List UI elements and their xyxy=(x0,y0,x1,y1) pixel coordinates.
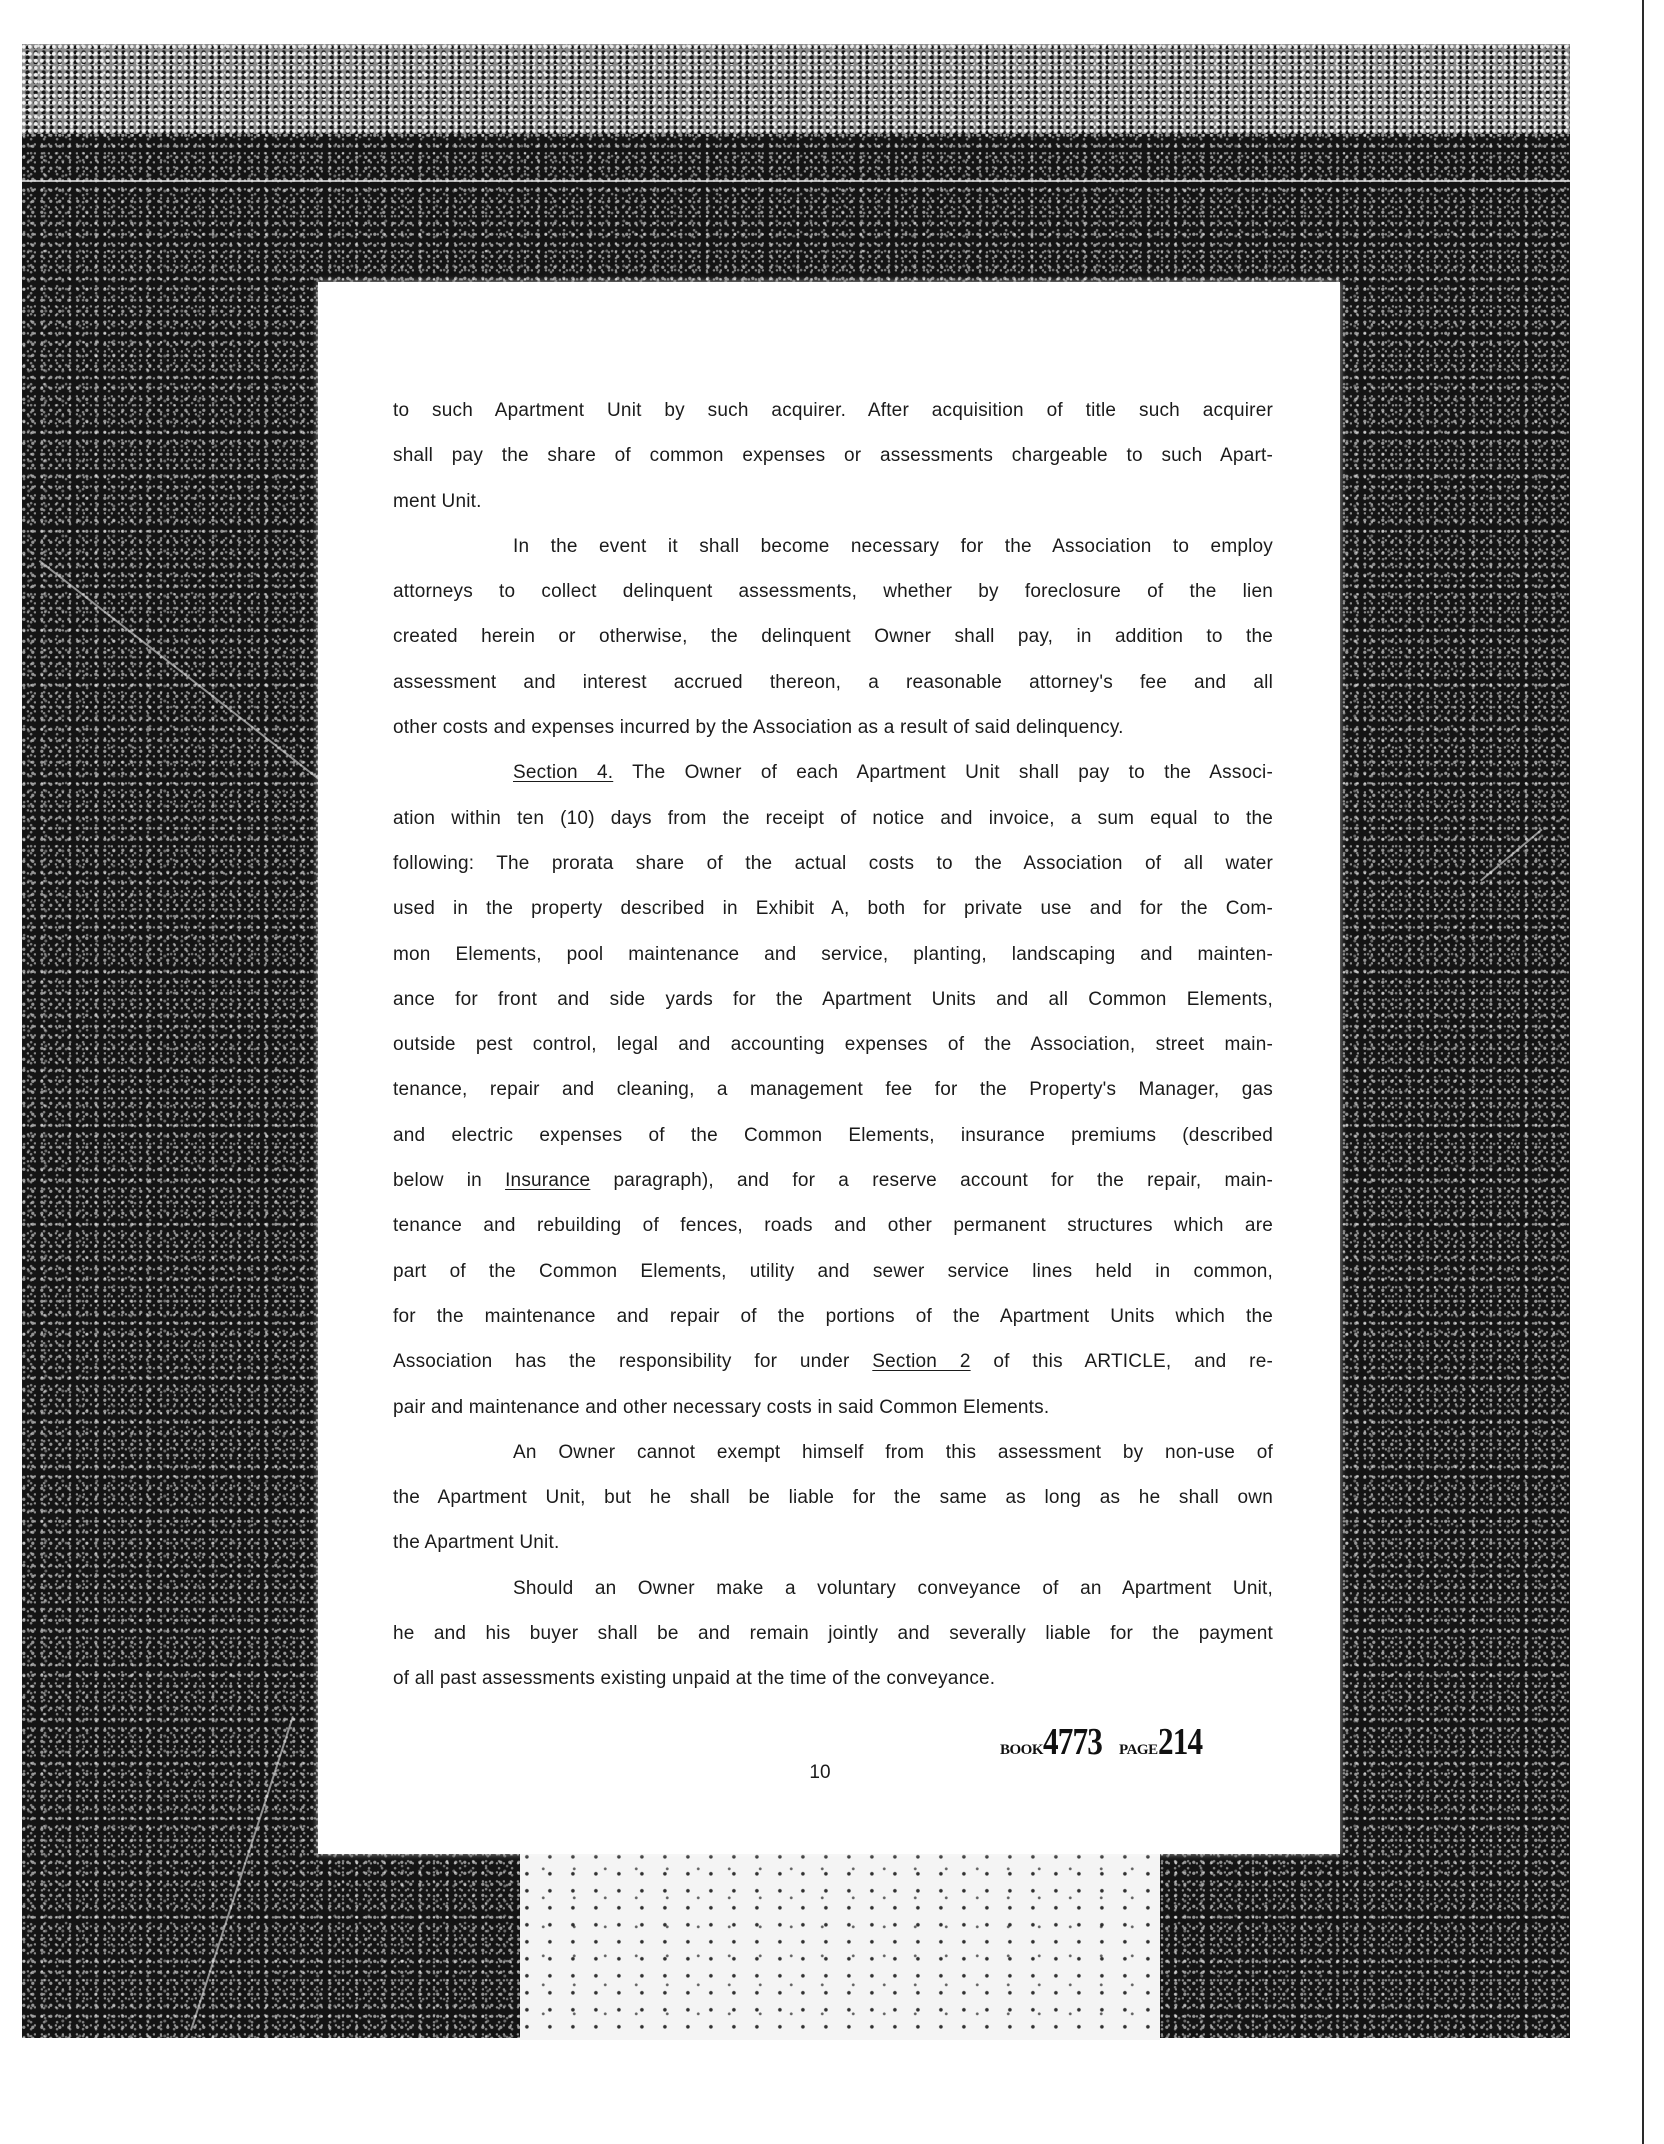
text-line: part of the Common Elements, utility and sewer service lines held in common, xyxy=(393,1260,1273,1282)
text-line xyxy=(393,1158,1273,1203)
scan-artifact-line xyxy=(22,180,1570,182)
underlined-reference: Section 2 xyxy=(872,1351,971,1373)
text-line xyxy=(393,750,1273,795)
underlined-reference: Insurance xyxy=(505,1170,591,1192)
text-line xyxy=(393,1339,1273,1384)
text-line: tenance and rebuilding of fences, roads and other permanent structures which are xyxy=(393,1215,1273,1237)
text-segment: Association has the responsibility for under xyxy=(393,1351,873,1373)
page-number: 10 xyxy=(809,1762,831,1783)
text-line: shall pay the share of common expenses or assessments chargeable to such Apart- xyxy=(393,445,1273,467)
text-line: the Apartment Unit, but he shall be liable for the same as long as he shall own xyxy=(393,1487,1273,1509)
stamp-book-number: 4773 xyxy=(1043,1721,1103,1763)
text-line: other costs and expenses incurred by the Association as a result of said delinquency. xyxy=(393,717,1124,739)
text-line: the Apartment Unit. xyxy=(393,1532,560,1554)
text-line: pair and maintenance and other necessary costs in said Common Elements. xyxy=(393,1396,1050,1418)
text-line: Should an Owner make a voluntary conveyance of an Apartment Unit, xyxy=(513,1577,1273,1599)
text-line: for the maintenance and repair of the portions of the Apartment Units which the xyxy=(393,1305,1273,1327)
text-line: used in the property described in Exhibit A, both for private use and for the Com- xyxy=(393,898,1273,920)
text-line: following: The prorata share of the actual costs to the Association of all water xyxy=(393,852,1273,874)
text-line: ment Unit. xyxy=(393,490,482,512)
text-line: created herein or otherwise, the delinquent Owner shall pay, in addition to the xyxy=(393,626,1273,648)
text-line: tenance, repair and cleaning, a management fee for the Property's Manager, gas xyxy=(393,1079,1273,1101)
text-line: assessment and interest accrued thereon, a reasonable attorney's fee and all xyxy=(393,671,1273,693)
document-body xyxy=(393,388,1273,1702)
text-line: In the event it shall become necessary for the Association to employ xyxy=(513,535,1273,557)
text-segment: paragraph), and for a reserve account for the repair, main- xyxy=(590,1170,1273,1192)
stamp-page-number: 214 xyxy=(1157,1721,1202,1763)
text-line: attorneys to collect delinquent assessments, whether by foreclosure of the lien xyxy=(393,581,1273,603)
underlined-reference: Section 4. xyxy=(513,762,614,784)
text-segment: The Owner of each Apartment Unit shall pay to the Associ- xyxy=(613,762,1273,784)
text-line: mon Elements, pool maintenance and service, planting, landscaping and mainten- xyxy=(393,943,1273,965)
page-edge-rule xyxy=(1642,0,1644,2144)
stamp-book-label: BOOK xyxy=(1000,1742,1044,1758)
text-line: to such Apartment Unit by such acquirer. After acquisition of title such acquirer xyxy=(393,400,1273,421)
text-line: of all past assessments existing unpaid at the time of the conveyance. xyxy=(393,1668,996,1690)
text-line: ance for front and side yards for the Apartment Units and all Common Elements, xyxy=(393,988,1273,1010)
text-line: outside pest control, legal and accounting expenses of the Association, street main- xyxy=(393,1034,1273,1056)
text-segment: of this ARTICLE, and re- xyxy=(970,1351,1273,1373)
scan-bottom-noise xyxy=(520,1850,1160,2040)
text-line: An Owner cannot exempt himself from this assessment by non-use of xyxy=(513,1441,1273,1463)
text-line: ation within ten (10) days from the receipt of notice and invoice, a sum equal to the xyxy=(393,807,1273,829)
stamp-page-label: PAGE xyxy=(1119,1742,1158,1758)
scan-top-noise xyxy=(22,44,1570,134)
recording-stamp xyxy=(1000,1720,1212,1764)
text-segment: below in xyxy=(393,1170,506,1192)
text-line: he and his buyer shall be and remain jointly and severally liable for the payment xyxy=(393,1623,1273,1645)
text-line: and electric expenses of the Common Elements, insurance premiums (described xyxy=(393,1124,1273,1146)
